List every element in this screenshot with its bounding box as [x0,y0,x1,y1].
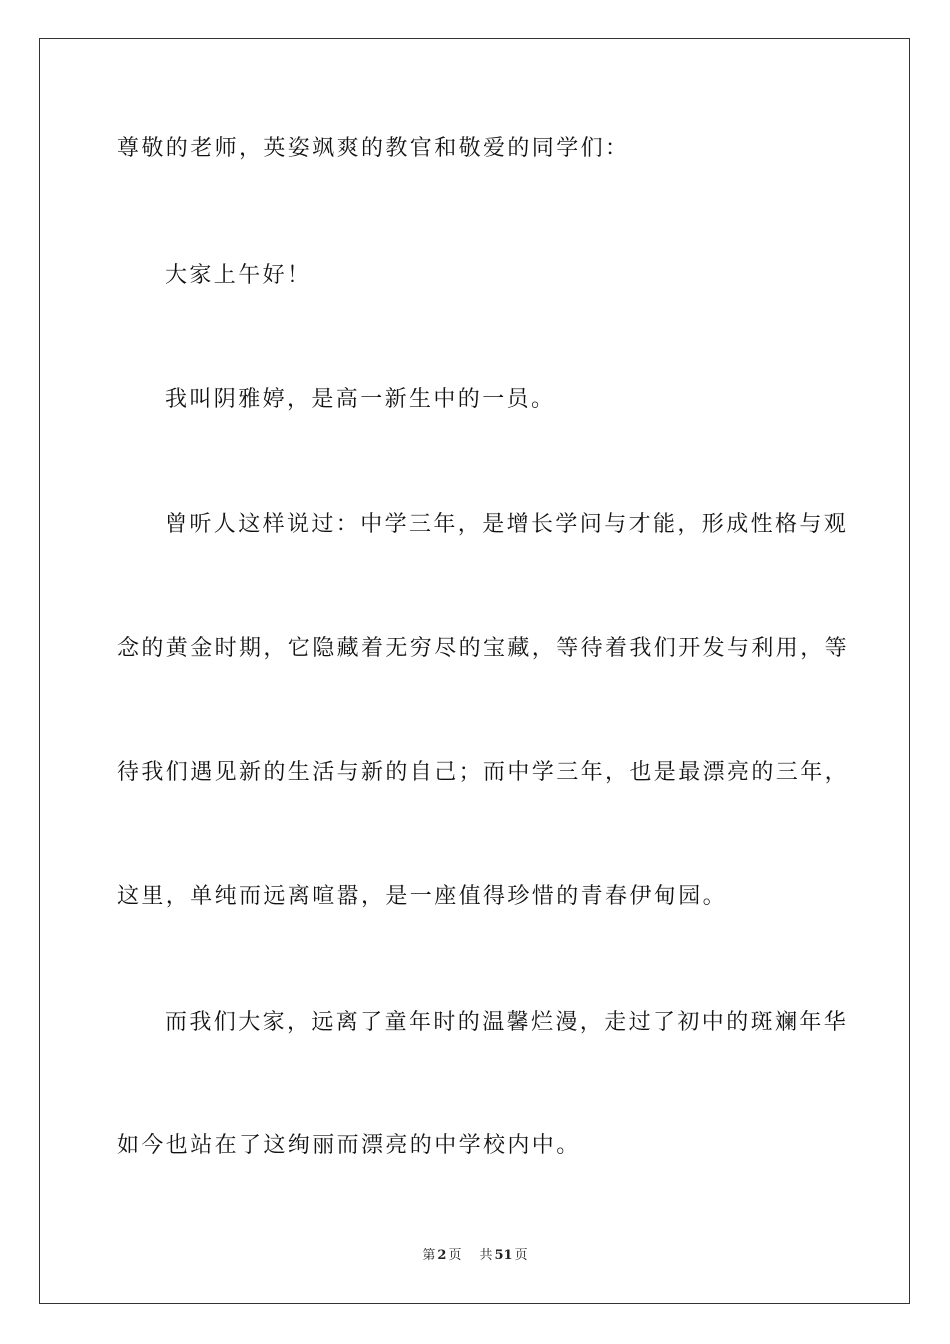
body-paragraph-line: 而我们大家，远离了童年时的温馨烂漫，走过了初中的斑斓年华 [165,1010,849,1035]
current-page-number: 2 [437,1248,447,1263]
page-footer [0,1247,950,1265]
page-frame [39,38,910,1304]
total-page-count: 51 [494,1248,513,1263]
greeting-line: 大家上午好！ [165,263,312,288]
self-introduction-line: 我叫阴雅婷，是高一新生中的一员。 [165,387,556,412]
body-paragraph-line: 曾听人这样说过：中学三年，是增长学问与才能，形成性格与观 [165,512,849,537]
body-paragraph-line: 如今也站在了这绚丽而漂亮的中学校内中。 [117,1133,581,1158]
footer-total-suffix: 页 [514,1248,528,1263]
body-paragraph-line: 念的黄金时期，它隐藏着无穷尽的宝藏，等待着我们开发与利用，等 [117,636,850,661]
salutation-line: 尊敬的老师，英姿飒爽的教官和敬爱的同学们： [117,136,630,161]
footer-page-suffix: 页 [448,1248,462,1263]
footer-total-prefix: 共 [479,1248,493,1263]
body-paragraph-line: 这里，单纯而远离喧嚣，是一座值得珍惜的青春伊甸园。 [117,884,728,909]
footer-page-prefix: 第 [422,1248,436,1263]
body-paragraph-line: 待我们遇见新的生活与新的自己；而中学三年，也是最漂亮的三年， [117,760,850,785]
